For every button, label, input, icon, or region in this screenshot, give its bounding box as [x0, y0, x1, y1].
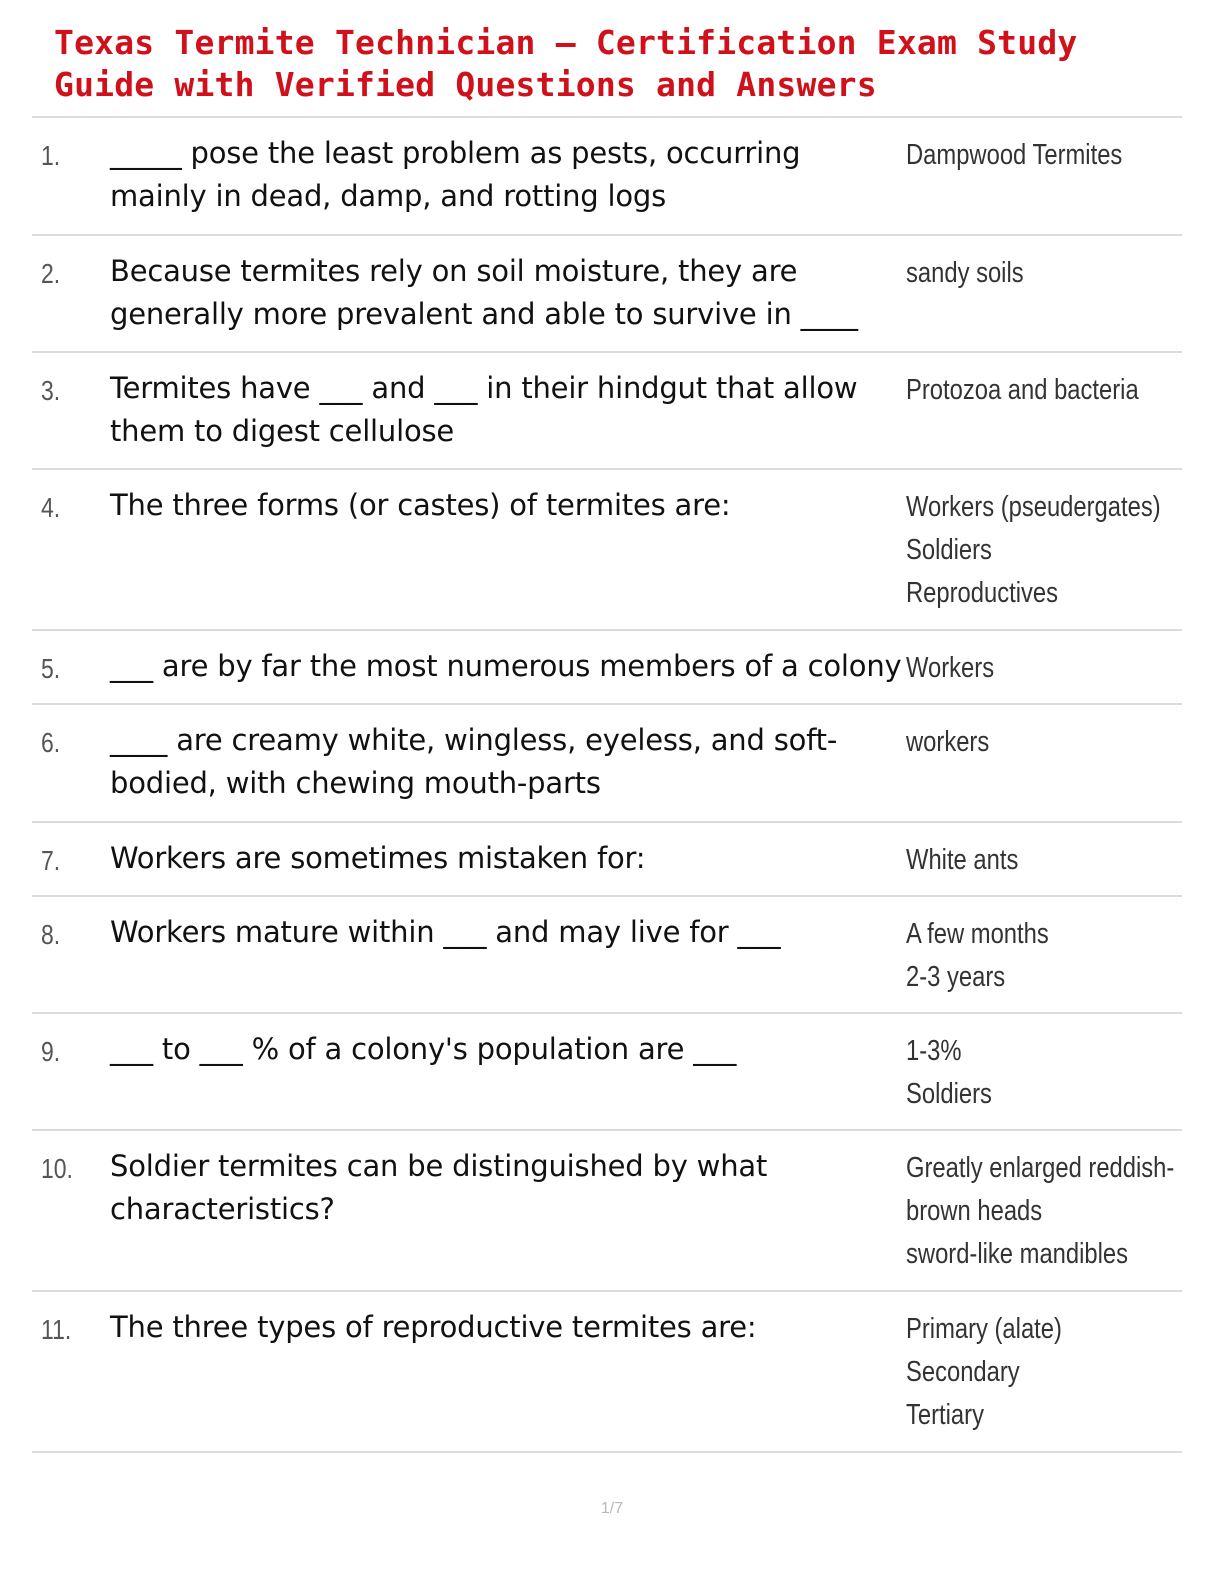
question-row [32, 823, 1182, 897]
question-text: Workers mature within ___ and may live for ___ [110, 915, 781, 949]
question-row [32, 118, 1182, 236]
answer-text: 1-3% Soldiers [906, 1035, 992, 1110]
question-number: 3. [41, 375, 61, 406]
question-text: ___ to ___ % of a colony's population are ___ [110, 1032, 737, 1066]
question-number: 4. [41, 492, 61, 523]
question-number: 6. [41, 727, 61, 758]
question-number: 10. [41, 1153, 73, 1184]
question-number: 8. [41, 919, 61, 950]
page-number: 1/7 [600, 1500, 624, 1517]
question-text: ___ are by far the most numerous members of a colony [110, 649, 902, 683]
document-title: Texas Termite Technician – Certification Exam Study Guide with Verified Questions and Answers [54, 23, 1078, 104]
question-row [32, 705, 1182, 823]
answer-text: workers [906, 726, 990, 758]
question-row [32, 353, 1182, 470]
question-row [32, 470, 1182, 631]
question-text: ____ are creamy white, wingless, eyeless, and soft-bodied, with chewing mouth-parts [110, 723, 838, 800]
question-row [32, 236, 1182, 353]
question-text: Workers are sometimes mistaken for: [110, 841, 646, 875]
answer-text: Workers [906, 652, 995, 684]
question-text: _____ pose the least problem as pests, occurring mainly in dead, damp, and rotting logs [110, 136, 801, 213]
question-row [32, 897, 1182, 1014]
answer-text: Workers (pseudergates) Soldiers Reproductives [906, 491, 1161, 609]
question-text: Termites have ___ and ___ in their hindgut that allow them to digest cellulose [110, 371, 858, 448]
answer-text: Dampwood Termites [906, 139, 1123, 171]
question-text: Soldier termites can be distinguished by what characteristics? [110, 1149, 768, 1226]
question-row [32, 631, 1182, 705]
answer-text: Greatly enlarged reddish-brown heads sword-like mandibles [906, 1152, 1175, 1270]
question-text: The three types of reproductive termites are: [110, 1310, 757, 1344]
question-number: 9. [41, 1036, 61, 1067]
question-number: 2. [41, 258, 61, 289]
question-row [32, 1014, 1182, 1131]
answer-text: Protozoa and bacteria [906, 374, 1139, 406]
answer-text: White ants [906, 844, 1019, 876]
question-number: 5. [41, 653, 61, 684]
question-number: 1. [41, 140, 61, 171]
question-text: The three forms (or castes) of termites are: [110, 488, 731, 522]
answer-text: Primary (alate) Secondary Tertiary [906, 1313, 1062, 1431]
question-number: 11. [41, 1314, 72, 1345]
answer-text: sandy soils [906, 257, 1024, 289]
answer-text: A few months 2-3 years [906, 918, 1049, 993]
question-text: Because termites rely on soil moisture, they are generally more prevalent and able to survive in ____ [110, 254, 858, 331]
question-answer-list [32, 116, 1182, 1453]
question-row [32, 1292, 1182, 1453]
question-row [32, 1131, 1182, 1292]
question-number: 7. [41, 845, 61, 876]
